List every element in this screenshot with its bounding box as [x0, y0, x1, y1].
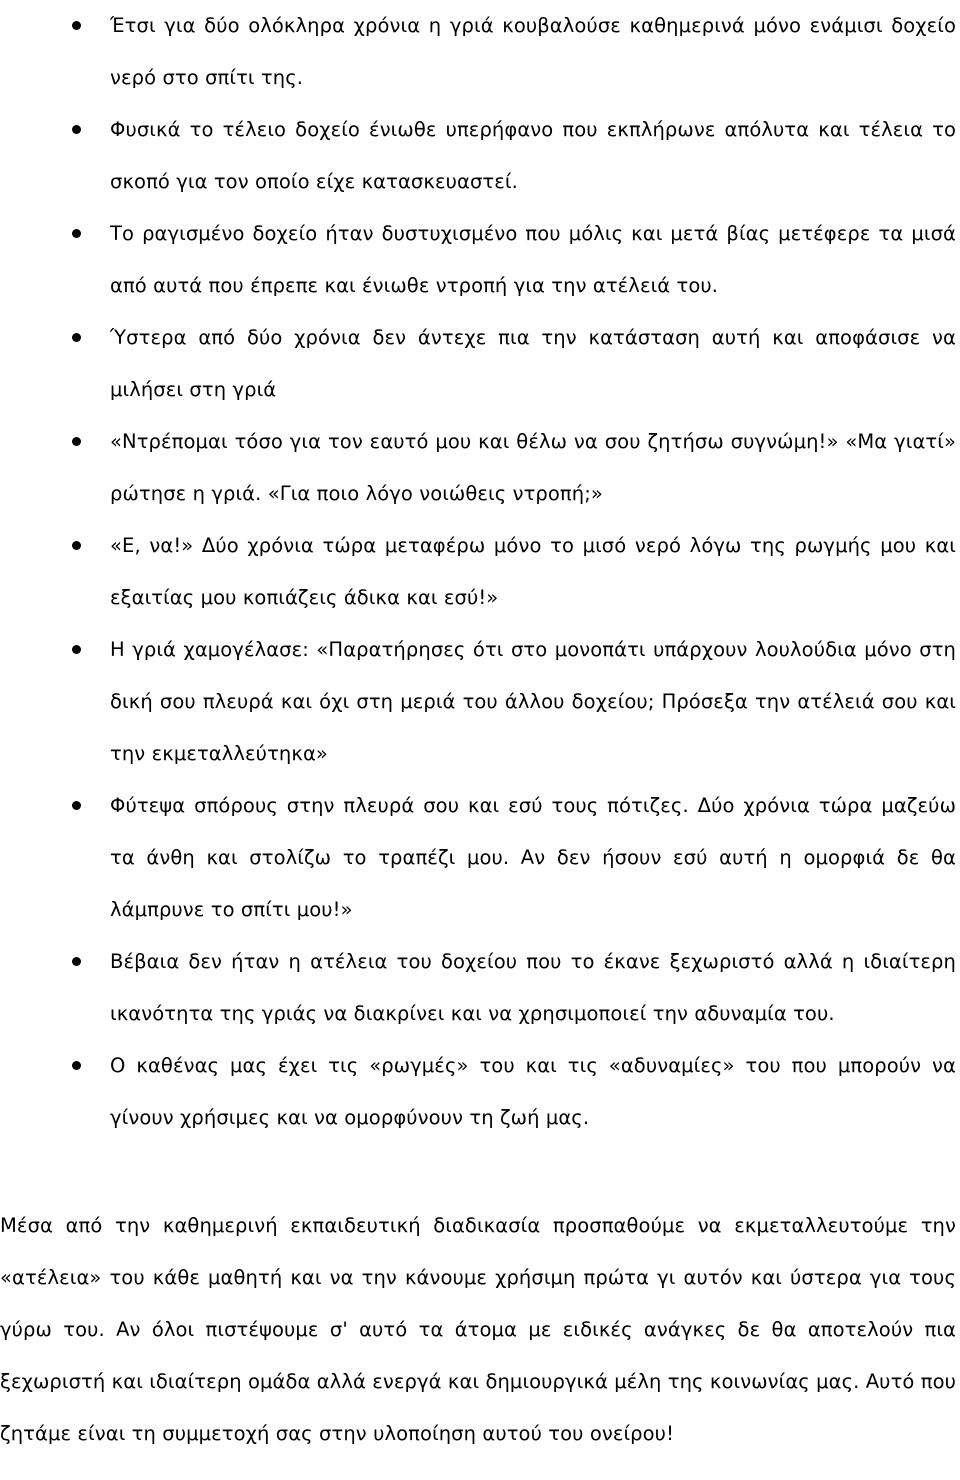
bullet-item [0, 416, 960, 520]
bullet-dot-icon [72, 229, 81, 238]
bullet-item [0, 104, 960, 208]
bullet-dot-icon [72, 125, 81, 134]
bullet-text: Βέβαια δεν ήταν η ατέλεια του δοχείου που το έκανε ξεχωριστό αλλά η ιδιαίτερη ικανότητα της γριάς να διακρίνει και να χρησιμοποιεί την αδυναμία του. [110, 950, 956, 1025]
bullet-item [0, 0, 960, 104]
bullet-text: Φύτεψα σπόρους στην πλευρά σου και εσύ τους πότιζες. Δύο χρόνια τώρα μαζεύω τα άνθη και στολίζω το τραπέζι μου. Αν δεν ήσουν εσύ αυτή η ομορφιά δε θα λάμπρυνε το σπίτι μου!» [110, 794, 956, 921]
bullet-text: «Ε, να!» Δύο χρόνια τώρα μεταφέρω μόνο το μισό νερό λόγω της ρωγμής μου και εξαιτίας μου κοπιάζεις άδικα και εσύ!» [110, 534, 956, 609]
bullet-text: Έτσι για δύο ολόκληρα χρόνια η γριά κουβαλούσε καθημερινά μόνο ενάμισι δοχείο νερό στο σπίτι της. [110, 14, 956, 89]
bullet-item [0, 780, 960, 936]
bullet-dot-icon [72, 333, 81, 342]
bullet-dot-icon [72, 437, 81, 446]
bullet-item [0, 624, 960, 780]
bullet-item [0, 1040, 960, 1144]
bullet-text: «Ντρέπομαι τόσο για τον εαυτό μου και θέλω να σου ζητήσω συγνώμη!» «Μα γιατί» ρώτησε η γριά. «Για ποιο λόγο νοιώθεις ντροπή;» [110, 430, 956, 505]
bullet-dot-icon [72, 21, 81, 30]
bullet-dot-icon [72, 1061, 81, 1070]
bullet-item [0, 520, 960, 624]
bullet-dot-icon [72, 541, 81, 550]
bullet-item [0, 312, 960, 416]
bullet-item [0, 936, 960, 1040]
bullet-text: Το ραγισμένο δοχείο ήταν δυστυχισμένο που μόλις και μετά βίας μετέφερε τα μισά από αυτά που έπρεπε και ένιωθε ντροπή για την ατέλειά του. [110, 222, 956, 297]
bullet-text: Ο καθένας μας έχει τις «ρωγμές» του και τις «αδυναμίες» του που μπορούν να γίνουν χρήσιμες και να ομορφύνουν τη ζωή μας. [110, 1054, 956, 1129]
bullet-text: Η γριά χαμογέλασε: «Παρατήρησες ότι στο μονοπάτι υπάρχουν λουλούδια μόνο στη δική σου πλευρά και όχι στη μεριά του άλλου δοχείου; Πρόσεξα την ατέλειά σου και την εκμεταλλεύτηκα» [110, 638, 956, 765]
bullet-dot-icon [72, 957, 81, 966]
bullet-text: Ύστερα από δύο χρόνια δεν άντεχε πια την κατάσταση αυτή και αποφάσισε να μιλήσει στη γριά [110, 326, 956, 401]
bullet-dot-icon [72, 645, 81, 654]
bullet-text: Φυσικά το τέλειο δοχείο ένιωθε υπερήφανο που εκπλήρωνε απόλυτα και τέλεια το σκοπό για τον οποίο είχε κατασκευαστεί. [110, 118, 956, 193]
bullet-dot-icon [72, 801, 81, 810]
closing-paragraph: Μέσα από την καθημερινή εκπαιδευτική διαδικασία προσπαθούμε να εκμεταλλευτούμε την «ατέλεια» του κάθε μαθητή και να την κάνουμε χρήσιμη πρώτα γι αυτόν και ύστερα για τους γύρω του. Αν όλοι πιστέψουμε σ' αυτό τα άτομα με ειδικές ανάγκες δε θα αποτελούν πια ξεχωριστή και ιδιαίτερη ομάδα αλλά ενεργά και δημιουργικά μέλη της κοινωνίας μας. Αυτό που ζητάμε είναι τη συμμετοχή σας στην υλοποίηση αυτού του ονείρου! [0, 1213, 956, 1445]
bullet-item [0, 208, 960, 312]
